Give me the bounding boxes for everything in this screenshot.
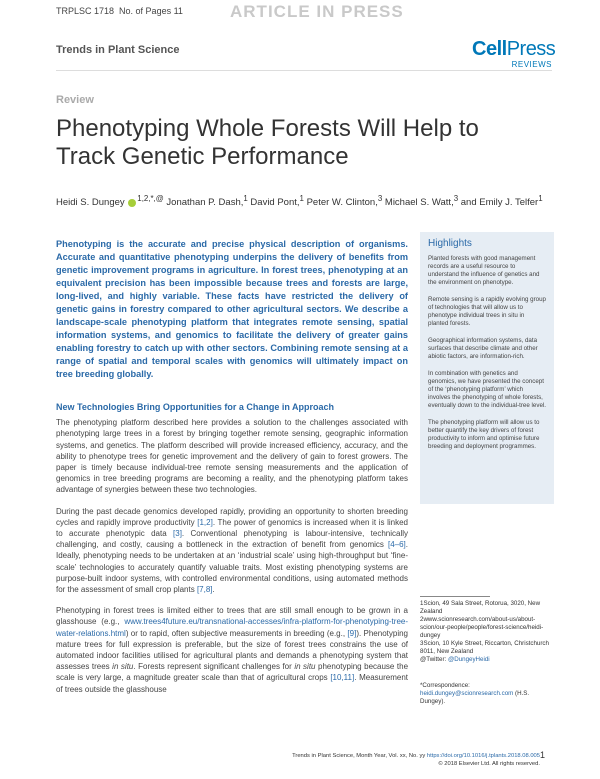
highlight-item: In combination with genetics and genomics, we have presented the concept of the ‘phenotyping platform’ which involves the phenotyping of whole forests, eventually down to the individual-tree level. <box>428 370 546 409</box>
doi-link[interactable]: https://doi.org/10.1016/j.tplants.2018.08.005 <box>426 753 540 759</box>
abstract: Phenotyping is the accurate and precise physical description of organisms. Accurate and quantitative phenotyping underpins the delivery of benefits from genetic improvement programs in agriculture. In forest trees, phenotyping at an equivalent precision has been impossible because trees and forests are large, long-lived, and highly variable. These facts have restricted the delivery of genetic gains in forestry compared to other agricultural sectors. We describe a landscape-scale phenotyping platform that integrates remote sensing, spatial information systems, and genomics to facilitate the delivery of greater gains enabling forestry to catch up with other sectors. Combining remote sensing at a range of spatial and temporal scales with genomics will ultimately impact on tree breeding globally. <box>56 239 408 379</box>
highlights-title: Highlights <box>428 238 472 249</box>
highlights-box <box>420 232 554 504</box>
highlight-item: Remote sensing is a rapidly evolving group of technologies that will allow us to phenotype individual trees in situ in planted forests. <box>428 296 546 327</box>
affiliation-3: 3Scion, 10 Kyle Street, Riccarton, Christchurch 8011, New Zealand <box>420 640 549 655</box>
highlight-item: Planted forests with good management records are a useful resource to understand the influence of genetics and the environment on phenotype. <box>428 255 540 286</box>
page-footer: Trends in Plant Science, Month Year, Vol. xx, No. yy https://doi.org/10.1016/j.tplants.2018.08.005 © 2018 Elsevier Ltd. All rights reserved. <box>180 752 540 768</box>
paragraph-2: During the past decade genomics developed rapidly, providing an opportunity to shorten breeding cycles and rapidly improve productivity [1,2]. The power of genomics is increased when it is linked to accurate phenotypic data [3]. Conventional phenotyping is labour-intensive, technically challenging, and costly, causing a bottleneck in the extraction of benefit from genomics [4–6]. Ideally, phenotyping needs to be undertaken at an ‘industrial scale’ using high-throughput but ‘fine-scale’ technologies to accurately quantify valuable traits. Most existing phenotyping systems are purpose-built indoor systems, with controlled environmental conditions, using automated methods for the assessment of small crop plants [7,8]. <box>56 506 408 595</box>
paper-id: TRPLSC 1718 No. of Pages 11 <box>56 6 183 16</box>
author-list: Heidi S. Dungey $^{1,2,*,@}$ Jonathan P. Dash,$^1$ David Pont,$^1$ Peter W. Clinton,$^3$ Michael S. Watt,$^3$ and Emily J. Telfer$^1$ <box>56 194 543 209</box>
journal-name: Trends in Plant Science <box>56 44 180 56</box>
highlight-item: Geographical information systems, data surfaces that describe climate and other abiotic factors, are information-rich. <box>428 337 538 360</box>
section-heading: New Technologies Bring Opportunities for a Change in Approach <box>56 402 335 412</box>
article-title: Phenotyping Whole Forests Will Help to Track Genetic Performance <box>56 115 479 170</box>
affiliation-1: 1Scion, 49 Sala Street, Rotorua, 3020, New Zealand <box>420 600 541 615</box>
section-label: Review <box>56 94 94 106</box>
affiliations <box>420 600 554 664</box>
twitter-handle: @Twitter: @DungeyHeidi <box>420 656 490 663</box>
orcid-icon[interactable] <box>128 199 136 207</box>
affiliation-divider <box>420 596 490 597</box>
external-link[interactable]: www.trees4future.eu/transnational-accesses/infra-platform-for-phenotyping-tree-water-relations.html <box>56 617 408 638</box>
correspondence: *Correspondence: heidi.dungey@scionresearch.com (H.S. Dungey). <box>420 682 554 706</box>
citation-link[interactable]: [4–6] <box>387 540 406 550</box>
header-divider <box>56 70 552 71</box>
body-text <box>56 402 408 705</box>
email-link[interactable]: heidi.dungey@scionresearch.com <box>420 690 514 697</box>
paragraph-3: Phenotyping in forest trees is limited either to trees that are still small enough to be grown in a glasshouse (e.g., www.trees4future.eu/transnational-accesses/infra-platform-for-phenotyping-tree-water-relations.html) or to rapid, often subjective measurements in breeding (e.g., [9]). Phenotyping mature trees for full expression is preferable, but the size of forest trees constrains the use of automated indoor facilities utilised for agricultural plants and demands a phenotyping system that assesses trees in situ. Forests represent significant challenges for in situ phenotyping because the scale is very large, a magnitude greater scale than that of agricultural crops [10,11]. Measurement of trees outside the glasshouse <box>56 606 409 694</box>
highlight-item: The phenotyping platform will allow us to better quantify the key drivers of forest productivity to inform and optimise future breeding and deployment programmes. <box>428 419 540 450</box>
copyright: © 2018 Elsevier Ltd. All rights reserved. <box>438 761 540 767</box>
citation-link[interactable]: [3] <box>173 529 182 539</box>
article-in-press-banner: ARTICLE IN PRESS <box>230 2 404 21</box>
citation-link[interactable]: [1,2] <box>197 517 213 527</box>
citation-link[interactable]: [10,11] <box>330 673 355 683</box>
page-number: 1 <box>540 750 546 760</box>
affiliation-2[interactable]: 2www.scionresearch.com/about-us/about-scion/our-people/people/forest-science/heidi-dungey <box>420 616 544 639</box>
citation-link[interactable]: [9] <box>347 628 357 638</box>
citation-link[interactable]: [7,8] <box>196 585 213 595</box>
logo-cell: Cell <box>472 38 507 60</box>
correspondence-label: *Correspondence: <box>420 682 470 689</box>
paragraph-1: The phenotyping platform described here provides a solution to the challenges associated with phenotyping large trees in a forest by bringing together remote sensing, geographic information systems, and genetics. The platform described will provide increased efficiency, accuracy, and the ability to phenotype trees for genetic improvement and the delivery of gain to forest growers. The paper is timely because individual-tree remote sensing measurements and the application of genomics in tree breeding programs are becoming a reality, and the phenotyping platform takes advantage of synergies between these two technologies. <box>56 418 408 495</box>
logo-reviews: REVIEWS <box>511 60 552 69</box>
cellpress-logo <box>472 38 556 69</box>
logo-press: Press <box>506 38 556 60</box>
twitter-link[interactable]: @DungeyHeidi <box>447 656 490 663</box>
